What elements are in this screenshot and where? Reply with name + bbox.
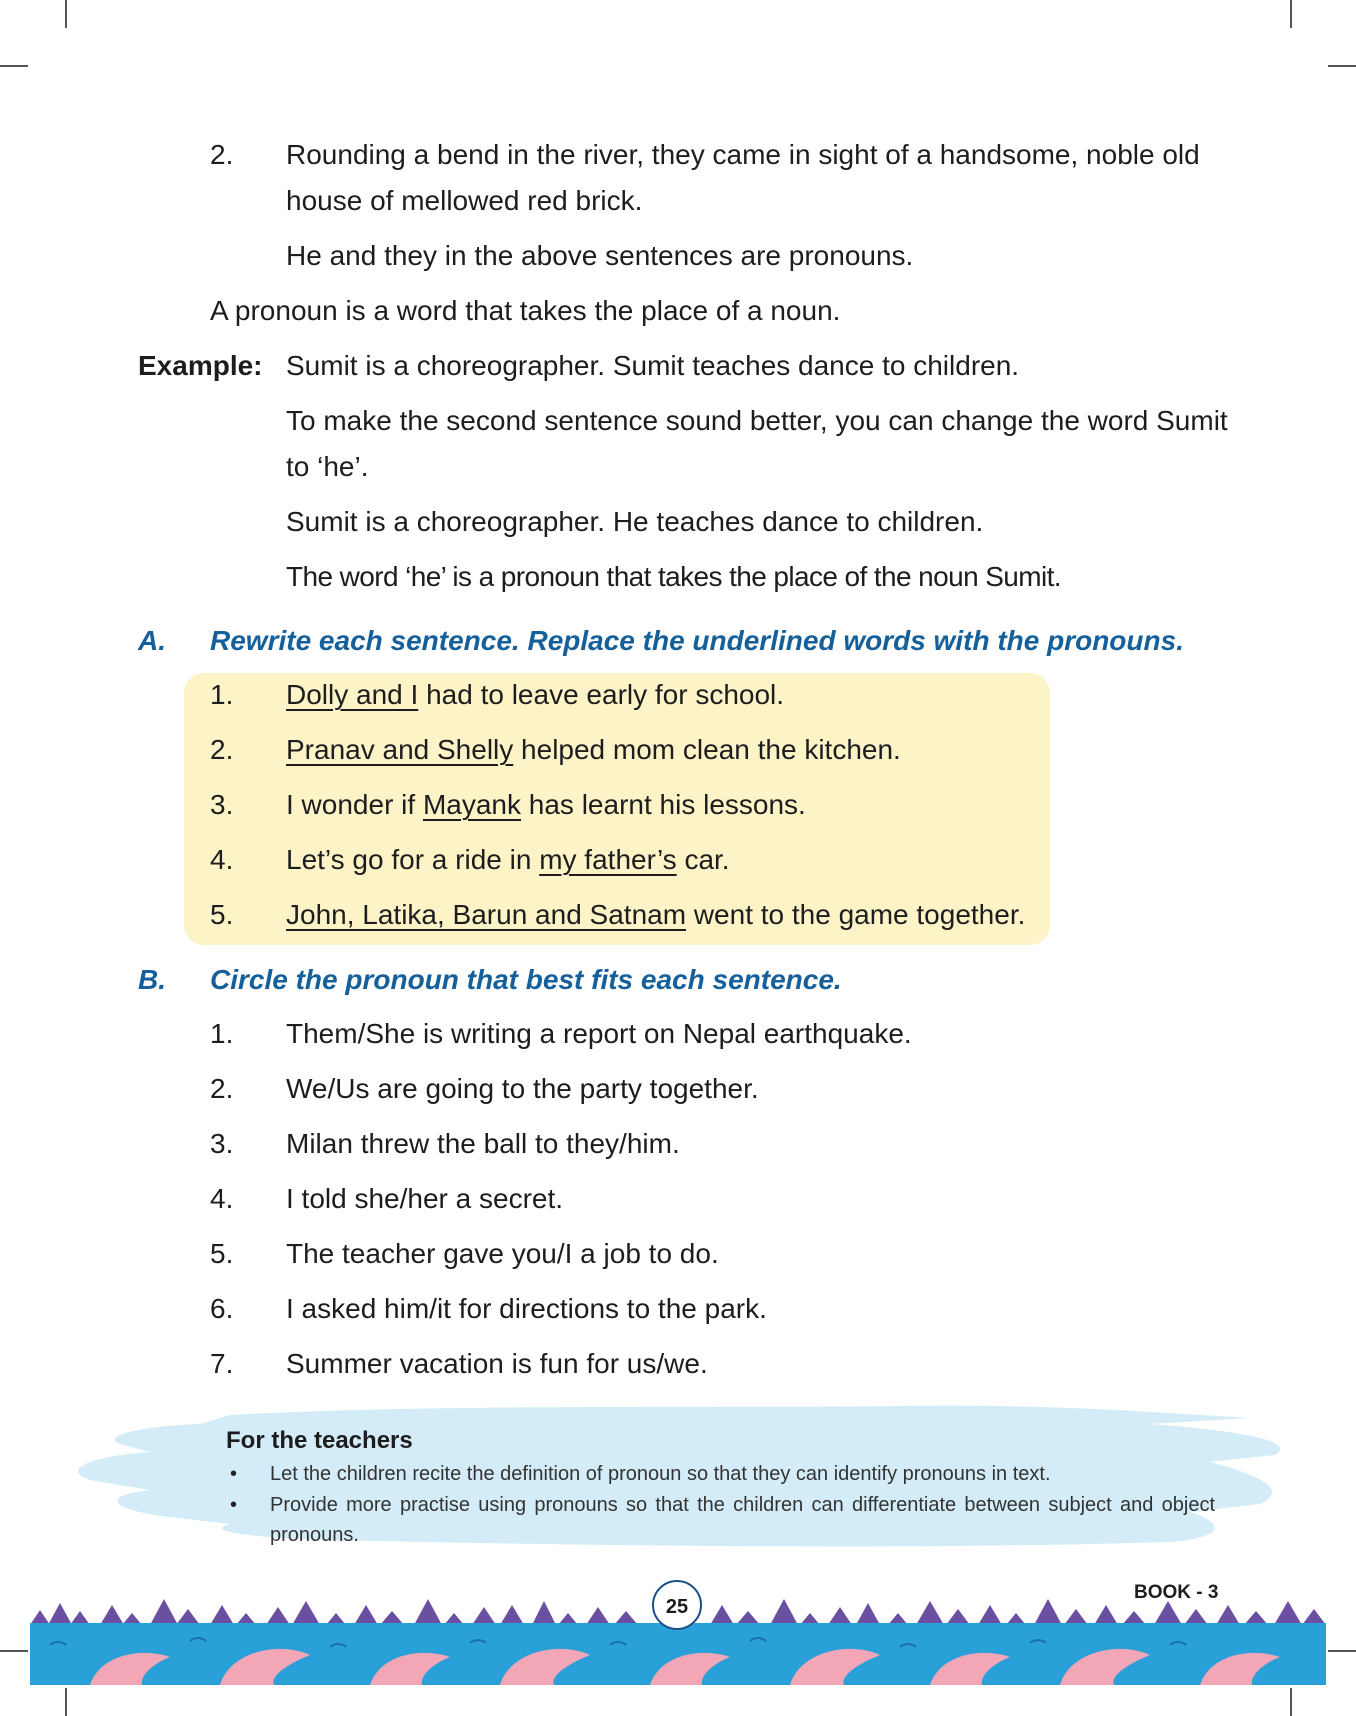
- section-b-letter: B.: [138, 964, 166, 995]
- section-a-instruction: Rewrite each sentence. Replace the underlined words with the pronouns.: [210, 625, 1184, 656]
- crop-mark-bottom-right: [1290, 1688, 1292, 1716]
- page-number: 25: [652, 1580, 702, 1630]
- crop-mark-bottom-right-h: [1328, 1650, 1356, 1652]
- exercise-a-item-number: 4.: [210, 844, 234, 875]
- exercise-b-item: Milan threw the ball to they/him.: [286, 1128, 680, 1159]
- pronoun-note: He and they in the above sentences are pronouns.: [286, 240, 914, 271]
- example-line2b: to ‘he’.: [286, 451, 369, 482]
- crop-mark-top-right-h: [1328, 65, 1356, 67]
- exercise-a-item-number: 1.: [210, 679, 234, 710]
- section-b-instruction: Circle the pronoun that best fits each sentence.: [210, 964, 842, 995]
- teacher-note-bullet: Let the children recite the definition of pronoun so that they can identify pronouns in text.: [270, 1463, 1051, 1485]
- exercise-a-item: Let’s go for a ride in my father’s car.: [286, 844, 730, 875]
- exercise-b-item-number: 3.: [210, 1128, 234, 1159]
- exercise-a-item-number: 5.: [210, 899, 234, 930]
- section-a-letter: A.: [138, 625, 166, 656]
- exercise-b-item: I asked him/it for directions to the park.: [286, 1293, 767, 1324]
- crop-mark-bottom-left: [65, 1688, 67, 1716]
- crop-mark-top-left: [65, 0, 67, 28]
- exercise-b-item-number: 4.: [210, 1183, 234, 1214]
- underlined-phrase: Mayank: [422, 789, 521, 820]
- bullet-marker: •: [230, 1463, 238, 1485]
- exercise-a-item-number: 2.: [210, 734, 234, 765]
- intro-item-line2: house of mellowed red brick.: [286, 185, 643, 216]
- teacher-note-bullet: Provide more practise using pronouns so that the children can differentiate between subject and object pronouns.: [270, 1494, 1215, 1546]
- exercise-a-item: Dolly and I had to leave early for school.: [286, 679, 785, 710]
- bullet-marker: •: [230, 1494, 238, 1516]
- exercise-a-item: Pranav and Shelly helped mom clean the kitchen.: [286, 734, 901, 765]
- example-label: Example:: [138, 350, 263, 381]
- exercise-b-item-number: 5.: [210, 1238, 234, 1269]
- exercise-a-item-number: 3.: [210, 789, 234, 820]
- exercise-b-item: The teacher gave you/I a job to do.: [286, 1238, 719, 1269]
- exercise-b-item-number: 7.: [210, 1348, 234, 1379]
- example-line2a: To make the second sentence sound better, you can change the word Sumit: [286, 405, 1228, 436]
- example-line1: Sumit is a choreographer. Sumit teaches dance to children.: [286, 350, 1020, 381]
- example-line3: Sumit is a choreographer. He teaches dance to children.: [286, 506, 984, 537]
- crop-mark-bottom-left-h: [0, 1650, 28, 1652]
- underlined-phrase: my father’s: [539, 844, 677, 875]
- exercise-b-item-number: 2.: [210, 1073, 234, 1104]
- pronoun-definition: A pronoun is a word that takes the place of a noun.: [210, 295, 841, 326]
- exercise-a-item: I wonder if Mayank has learnt his lessons.: [286, 789, 806, 820]
- underlined-phrase: Dolly and I: [286, 679, 419, 710]
- intro-item-line1: Rounding a bend in the river, they came in sight of a handsome, noble old: [286, 139, 1200, 170]
- exercise-b-item-number: 6.: [210, 1293, 234, 1324]
- intro-item-number: 2.: [210, 139, 234, 170]
- crop-mark-top-left-h: [0, 65, 28, 67]
- crop-mark-top-right: [1290, 0, 1292, 28]
- example-line4: The word ‘he’ is a pronoun that takes the place of the noun Sumit.: [286, 561, 1061, 592]
- exercise-b-item: Them/She is writing a report on Nepal earthquake.: [286, 1018, 912, 1049]
- exercise-b-item: I told she/her a secret.: [286, 1183, 564, 1214]
- exercise-b-item: Summer vacation is fun for us/we.: [286, 1348, 708, 1379]
- underlined-phrase: John, Latika, Barun and Satnam: [286, 899, 687, 930]
- teacher-note-title: For the teachers: [226, 1427, 413, 1454]
- exercise-b-item-number: 1.: [210, 1018, 234, 1049]
- book-label: BOOK - 3: [1134, 1582, 1219, 1603]
- exercise-a-item: John, Latika, Barun and Satnam went to the game together.: [286, 899, 1026, 930]
- exercise-b-item: We/Us are going to the party together.: [286, 1073, 759, 1104]
- underlined-phrase: Pranav and Shelly: [286, 734, 514, 765]
